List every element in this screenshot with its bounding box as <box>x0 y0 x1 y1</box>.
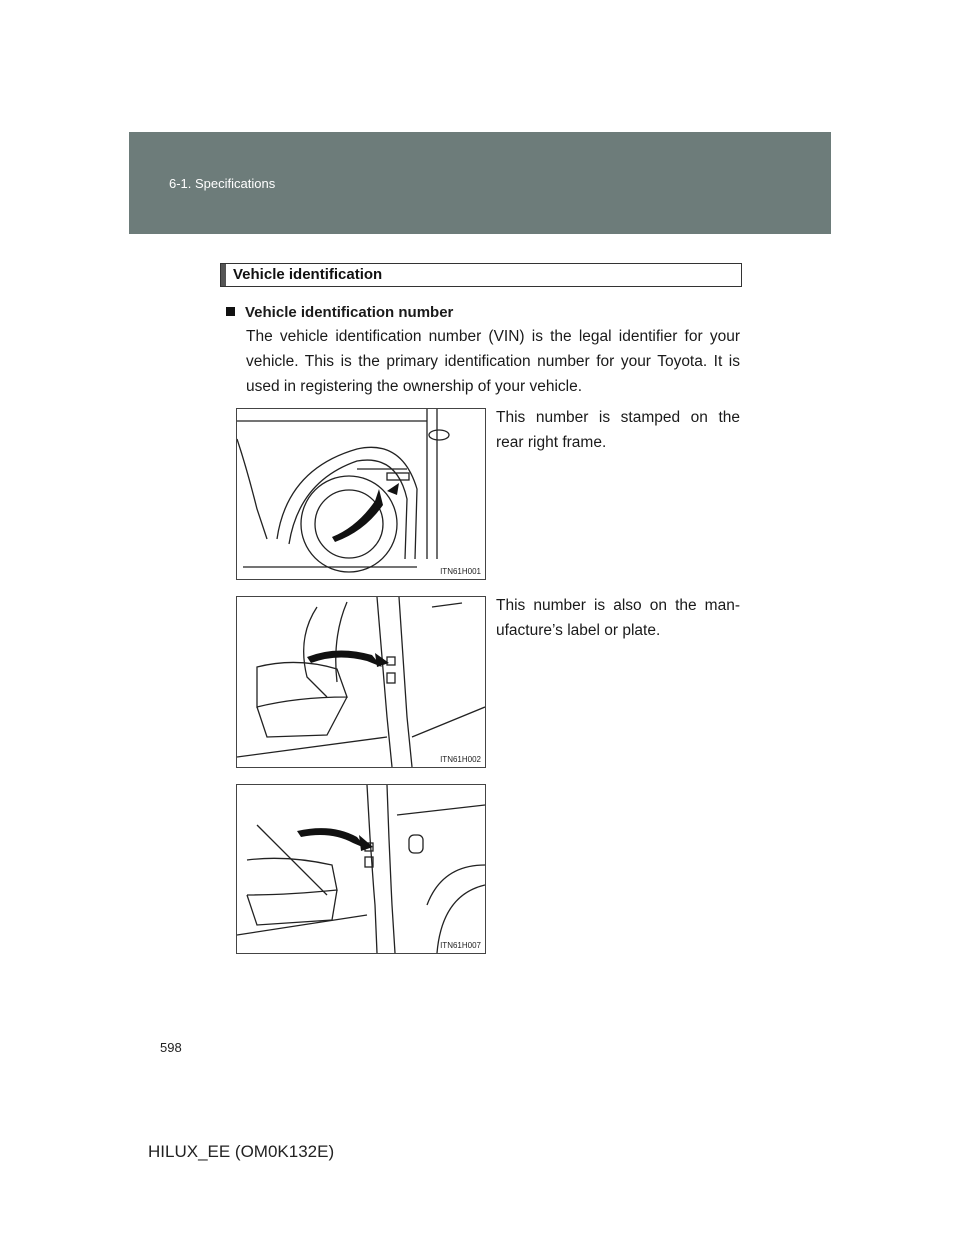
note-frame-location: This number is stamped on the rear right frame. <box>496 409 740 451</box>
figure-door-plate <box>236 784 486 954</box>
wheel-frame-arrow-illustration <box>237 409 485 579</box>
section-label: 6-1. Specifications <box>169 176 276 191</box>
note-label-location: This number is also on the man-ufacture’s label or plate. <box>496 597 740 639</box>
figure-door-label <box>236 596 486 768</box>
figure-code: ITN61H002 <box>440 755 481 764</box>
section-heading <box>220 263 742 287</box>
figure-code: ITN61H001 <box>440 567 481 576</box>
door-pillar-plate-illustration <box>237 785 485 953</box>
heading-accent-bar <box>221 264 226 286</box>
door-pillar-label-illustration <box>237 597 485 767</box>
manual-code: HILUX_EE (OM0K132E) <box>148 1142 335 1161</box>
figure-wheel-frame <box>236 408 486 580</box>
intro-paragraph: The vehicle identification number (VIN) is the legal identifier for your vehicle. This is the primary identification number for your Toyota. It is used in registering the ownership of your vehicle. <box>246 328 740 395</box>
subheading-text: Vehicle identification number <box>245 304 454 321</box>
square-bullet-icon <box>226 307 235 316</box>
figure-code: ITN61H007 <box>440 941 481 950</box>
heading-title: Vehicle identification <box>233 266 383 283</box>
page-number: 598 <box>160 1040 182 1055</box>
subheading <box>226 304 453 321</box>
